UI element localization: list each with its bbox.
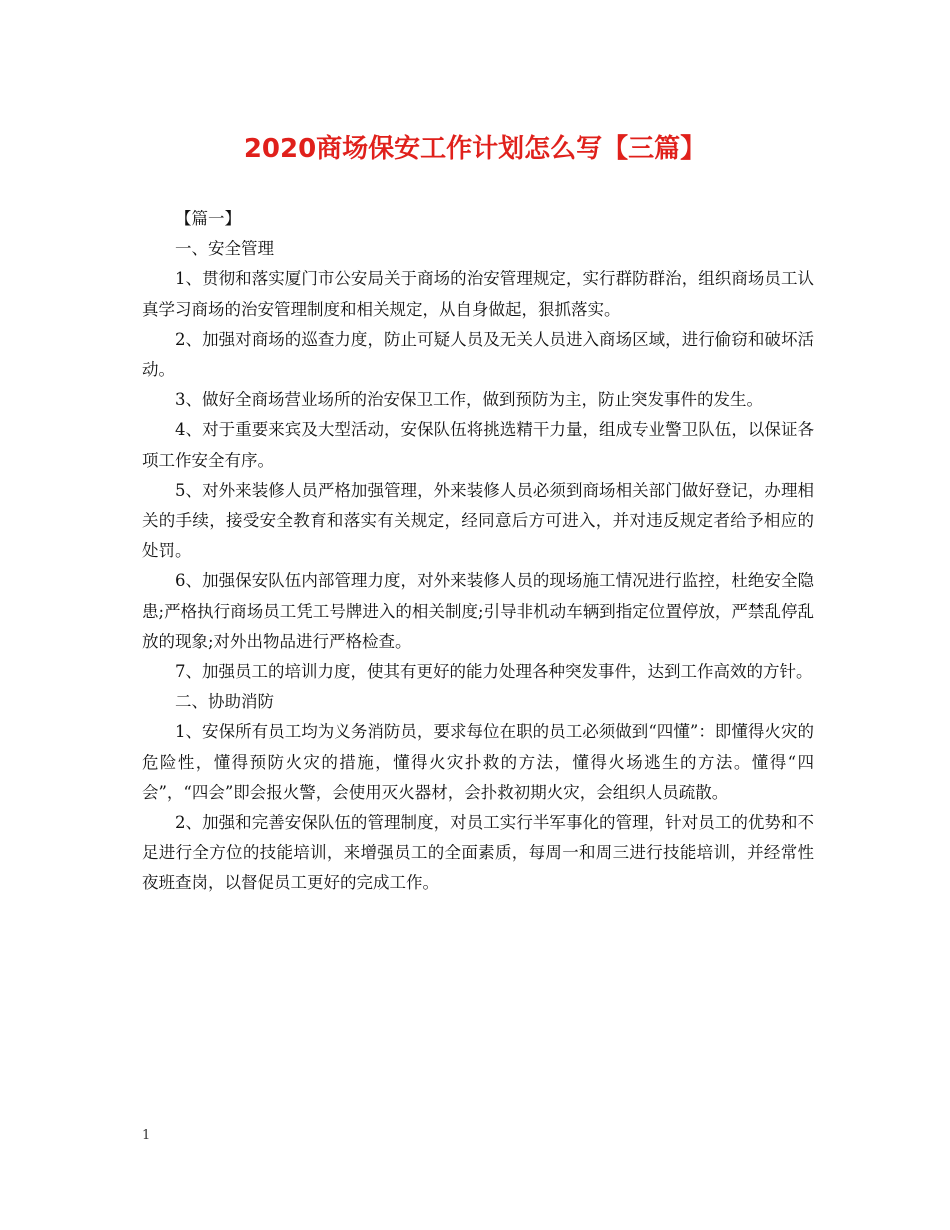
paragraph: 1、贯彻和落实厦门市公安局关于商场的治安管理规定，实行群防群治，组织商场员工认真学习商场的治安管理制度和相关规定，从自身做起，狠抓落实。	[142, 269, 814, 319]
subsection-heading: 一、安全管理	[175, 239, 274, 259]
paragraph: 3、做好全商场营业场所的治安保卫工作，做到预防为主，防止突发事件的发生。	[175, 390, 763, 410]
document-body	[142, 204, 814, 899]
document-title: 2020商场保安工作计划怎么写【三篇】	[243, 134, 707, 164]
paragraph: 5、对外来装修人员严格加强管理，外来装修人员必须到商场相关部门做好登记，办理相关的手续，接受安全教育和落实有关规定，经同意后方可进入，并对违反规定者给予相应的处罚。	[142, 480, 814, 561]
paragraph: 2、加强和完善安保队伍的管理制度，对员工实行半军事化的管理，针对员工的优势和不足进行全方位的技能培训，来增强员工的全面素质，每周一和周三进行技能培训，并经常性夜班查岗，以督促员工更好的完成工作。	[142, 813, 814, 893]
paragraph: 7、加强员工的培训力度，使其有更好的能力处理各种突发事件，达到工作高效的方针。	[175, 662, 813, 682]
paragraph: 1、安保所有员工均为义务消防员，要求每位在职的员工必须做到“四懂”：即懂得火灾的危险性，懂得预防火灾的措施，懂得火灾扑救的方法，懂得火场逃生的方法。懂得“四会”，“四会”即会报火警，会使用灭火器材，会扑救初期火灾，会组织人员疏散。	[142, 722, 814, 802]
paragraph: 4、对于重要来宾及大型活动，安保队伍将挑选精干力量，组成专业警卫队伍，以保证各项工作安全有序。	[142, 420, 814, 470]
paragraph: 2、加强对商场的巡查力度，防止可疑人员及无关人员进入商场区域，进行偷窃和破坏活动。	[142, 329, 814, 380]
page-number: 1	[142, 1128, 151, 1143]
section-heading: 【篇一】	[175, 209, 241, 228]
paragraph: 6、加强保安队伍内部管理力度，对外来装修人员的现场施工情况进行监控，杜绝安全隐患;严格执行商场员工凭工号牌进入的相关制度;引导非机动车辆到指定位置停放，严禁乱停乱放的现象;对外出物品进行严格检查。	[142, 571, 814, 651]
subsection-heading: 二、协助消防	[175, 692, 274, 712]
